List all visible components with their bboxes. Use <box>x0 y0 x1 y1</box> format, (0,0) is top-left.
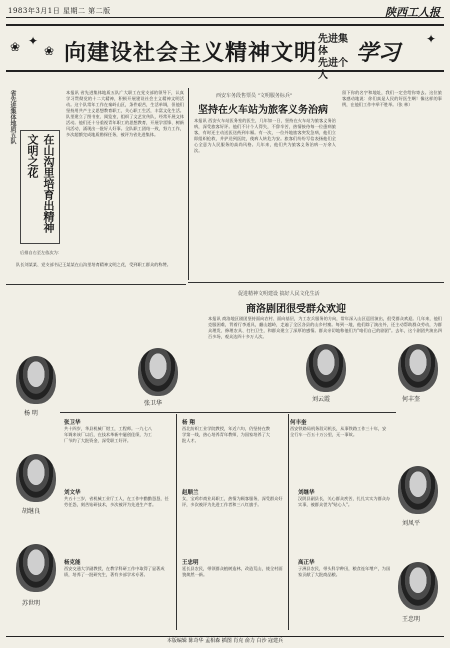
portrait-name: 杨 明 <box>24 410 38 417</box>
portrait-photo <box>398 562 438 610</box>
banner-learn: 学习 <box>356 40 401 66</box>
bio-text: 共十四岁，华县机械厂钳工，工程师。一九七八年调来该厂以后，在技术革新中屡创佳绩，为工厂节约了大批资金，深受职工好评。 <box>64 426 152 443</box>
bio-name: 张卫华 <box>64 420 81 426</box>
date-line: 1983年3月1日 星期二 第二版 <box>8 7 111 15</box>
middle-headline: 坚持在火车站为旅客义务治病 <box>198 105 328 116</box>
portrait-name: 刘云霞 <box>312 396 331 403</box>
bio-text: 延长县农民，带领群众植树造林，改造荒山，使全村面貌焕然一新。 <box>182 566 283 577</box>
portrait-name: 苏世明 <box>22 600 41 607</box>
banner-sub <box>318 34 348 82</box>
bio-name: 刘继华 <box>298 490 315 496</box>
bio-name: 何丰奎 <box>290 420 307 426</box>
star-icon: ✦ <box>28 34 39 48</box>
bio-name: 杨 翔 <box>182 420 195 426</box>
portrait-name: 何丰奎 <box>402 396 421 403</box>
grid-rule <box>60 412 396 413</box>
portrait-name: 刘凤平 <box>402 520 421 527</box>
portrait-photo <box>398 344 438 392</box>
bio-name: 杨克能 <box>64 560 81 566</box>
ornament-icon: ❀ <box>10 40 21 54</box>
portrait-photo <box>16 454 56 502</box>
column-rule <box>188 88 189 280</box>
newspaper-page <box>6 4 444 644</box>
bio-text: 汉阴县副县长，关心群众疾苦，扎扎实实为群众办实事，被群众誉为"贴心人"。 <box>298 496 391 507</box>
side-caption: 省先进集体地质五队 <box>9 90 16 144</box>
masthead <box>6 4 444 18</box>
section-rule <box>188 282 444 283</box>
left-tail: 队长刘某某、党支部书记王某某在山沟里培育精神文明之花，受到职工群众的称赞。 <box>16 262 171 267</box>
right-top-body: 留下你的名字和地址，我们一定会给你寄去。这位旅客感动地说：你们真是人民的好医生啊！像这样的事例，在他们工作中举不胜举。（张 林） <box>342 90 442 107</box>
portrait-photo <box>16 544 56 592</box>
grid-rule <box>176 414 177 630</box>
portrait-name: 张卫华 <box>144 400 163 407</box>
star-icon: ✦ <box>426 32 437 46</box>
bio-text: 女，宝鸡市商业局职工，热情为顾客服务，深受群众好评，多次被评为先进工作者和三八红旗手。 <box>182 496 283 507</box>
banner <box>6 24 444 81</box>
paper-name: 陕西工人报 <box>385 6 440 19</box>
bio-text: 共五十三岁，省机械工业厅工人，在工作中勤勤恳恳，任劳任怨，刻苦钻研技术，多次被评为先进生产者。 <box>64 496 169 507</box>
bio-name: 高正华 <box>298 560 315 566</box>
banner-sub-line-1: 先进集体 <box>318 34 348 57</box>
theater-body: 本报讯 商洛地区剧团坚持面向农村、面向基层，为工农兵服务的方向，常年深入山区巡回演出，很受群众欢迎。几年来，他们克服困难，背着行李道具，翻山越岭，走遍了全区各县的山乡村寨。每到一地，他们除了演出外，还主动帮助群众劳动，为群众理发、修理农具、打扫卫生，和群众建立了深厚的感情。群众亲切地称他们为"咱们自己的剧团"。去年，这个剧团共演出四百多场，观众达四十多万人次。 <box>208 316 442 339</box>
bio-text: 西北纺织工业学院教授，年近六旬，仍坚持在教学第一线，热心培养青年教师，为国家培养了大批人才。 <box>182 426 270 443</box>
bio-text: 子洲县农民，带头科学种田，粮食连年增产，为国家贡献了大批商品粮。 <box>298 566 391 577</box>
portrait-photo <box>16 356 56 404</box>
bio-name: 刘文华 <box>64 490 81 496</box>
left-headline: 在山沟里培育出精神文明之花 <box>26 134 55 233</box>
bio-name: 赵顺兰 <box>182 490 199 496</box>
bio-text: 西安交通大学副教授，在教学科研工作中取得了显著成绩，培养了一批研究生，著有多部学术专著。 <box>64 566 165 577</box>
theater-headline: 商洛剧团很受群众欢迎 <box>246 304 346 315</box>
bio-text: 西安铁路局机务段司机长，从事铁路工作三十年，安全行车一百五十万公里，无一事故。 <box>290 426 387 437</box>
portrait-photo <box>306 344 346 392</box>
portrait-photo <box>138 348 178 396</box>
grid-rule <box>288 414 289 630</box>
middle-body: 本报讯 西安火车站医务室的医生，几年如一日，坚持在火车站为旅客义务治病，深受旅客好评。他们不计个人得失，不辞辛苦，热情接待每一位患病旅客，有时还主动送医送药到车厢。有一次，一位外地旅客突发急病，他们立即组织抢救，并护送到医院，使病人转危为安。旅客们纷纷写信表扬他们全心全意为人民服务的高尚风格。几年来，他们共为旅客义务治病一万余人次。 <box>194 118 336 153</box>
portrait-name: 胡继良 <box>22 508 41 515</box>
bio-name: 王忠明 <box>182 560 199 566</box>
portrait-photo <box>398 466 438 514</box>
left-caption: 后排自右至左依次为： <box>20 250 62 255</box>
banner-sub-line-2: 先进个人 <box>318 58 348 81</box>
section-rule <box>6 284 186 285</box>
portrait-name: 王忠明 <box>402 616 421 623</box>
theater-kicker: 促进精神文明建设 搞好人民文化生活 <box>238 291 320 297</box>
ornament-icon: ❀ <box>44 44 55 58</box>
middle-kicker: 西安车务段售票员 "文明服务标兵" <box>216 93 293 99</box>
footer: 本版编辑 陈奇华 孟相森 插图 肖克 俞力 白沙 寇建兵 <box>6 636 444 644</box>
banner-headline: 向建设社会主义精神文明 <box>64 40 318 66</box>
left-body: 本报讯 省先进集体地质五队广大职工在党支部的领导下，认真学习贯彻党的十二大精神，积极开展建设社会主义精神文明活动。这个队常年工作在秦岭山区，条件艰苦，生活单调，但他们坚持用共产主义思想教育职工，关心职工生活，丰富文化生活。队里建立了图书室、阅览室，组织了文艺宣传队，经常开展文体活动。他们还十分重视青年职工的思想教育，开展学雷锋、树新风活动，涌现出一批好人好事。全队职工团结一致，努力工作，多次超额完成地质勘探任务，被评为省先进集体。 <box>66 90 184 137</box>
